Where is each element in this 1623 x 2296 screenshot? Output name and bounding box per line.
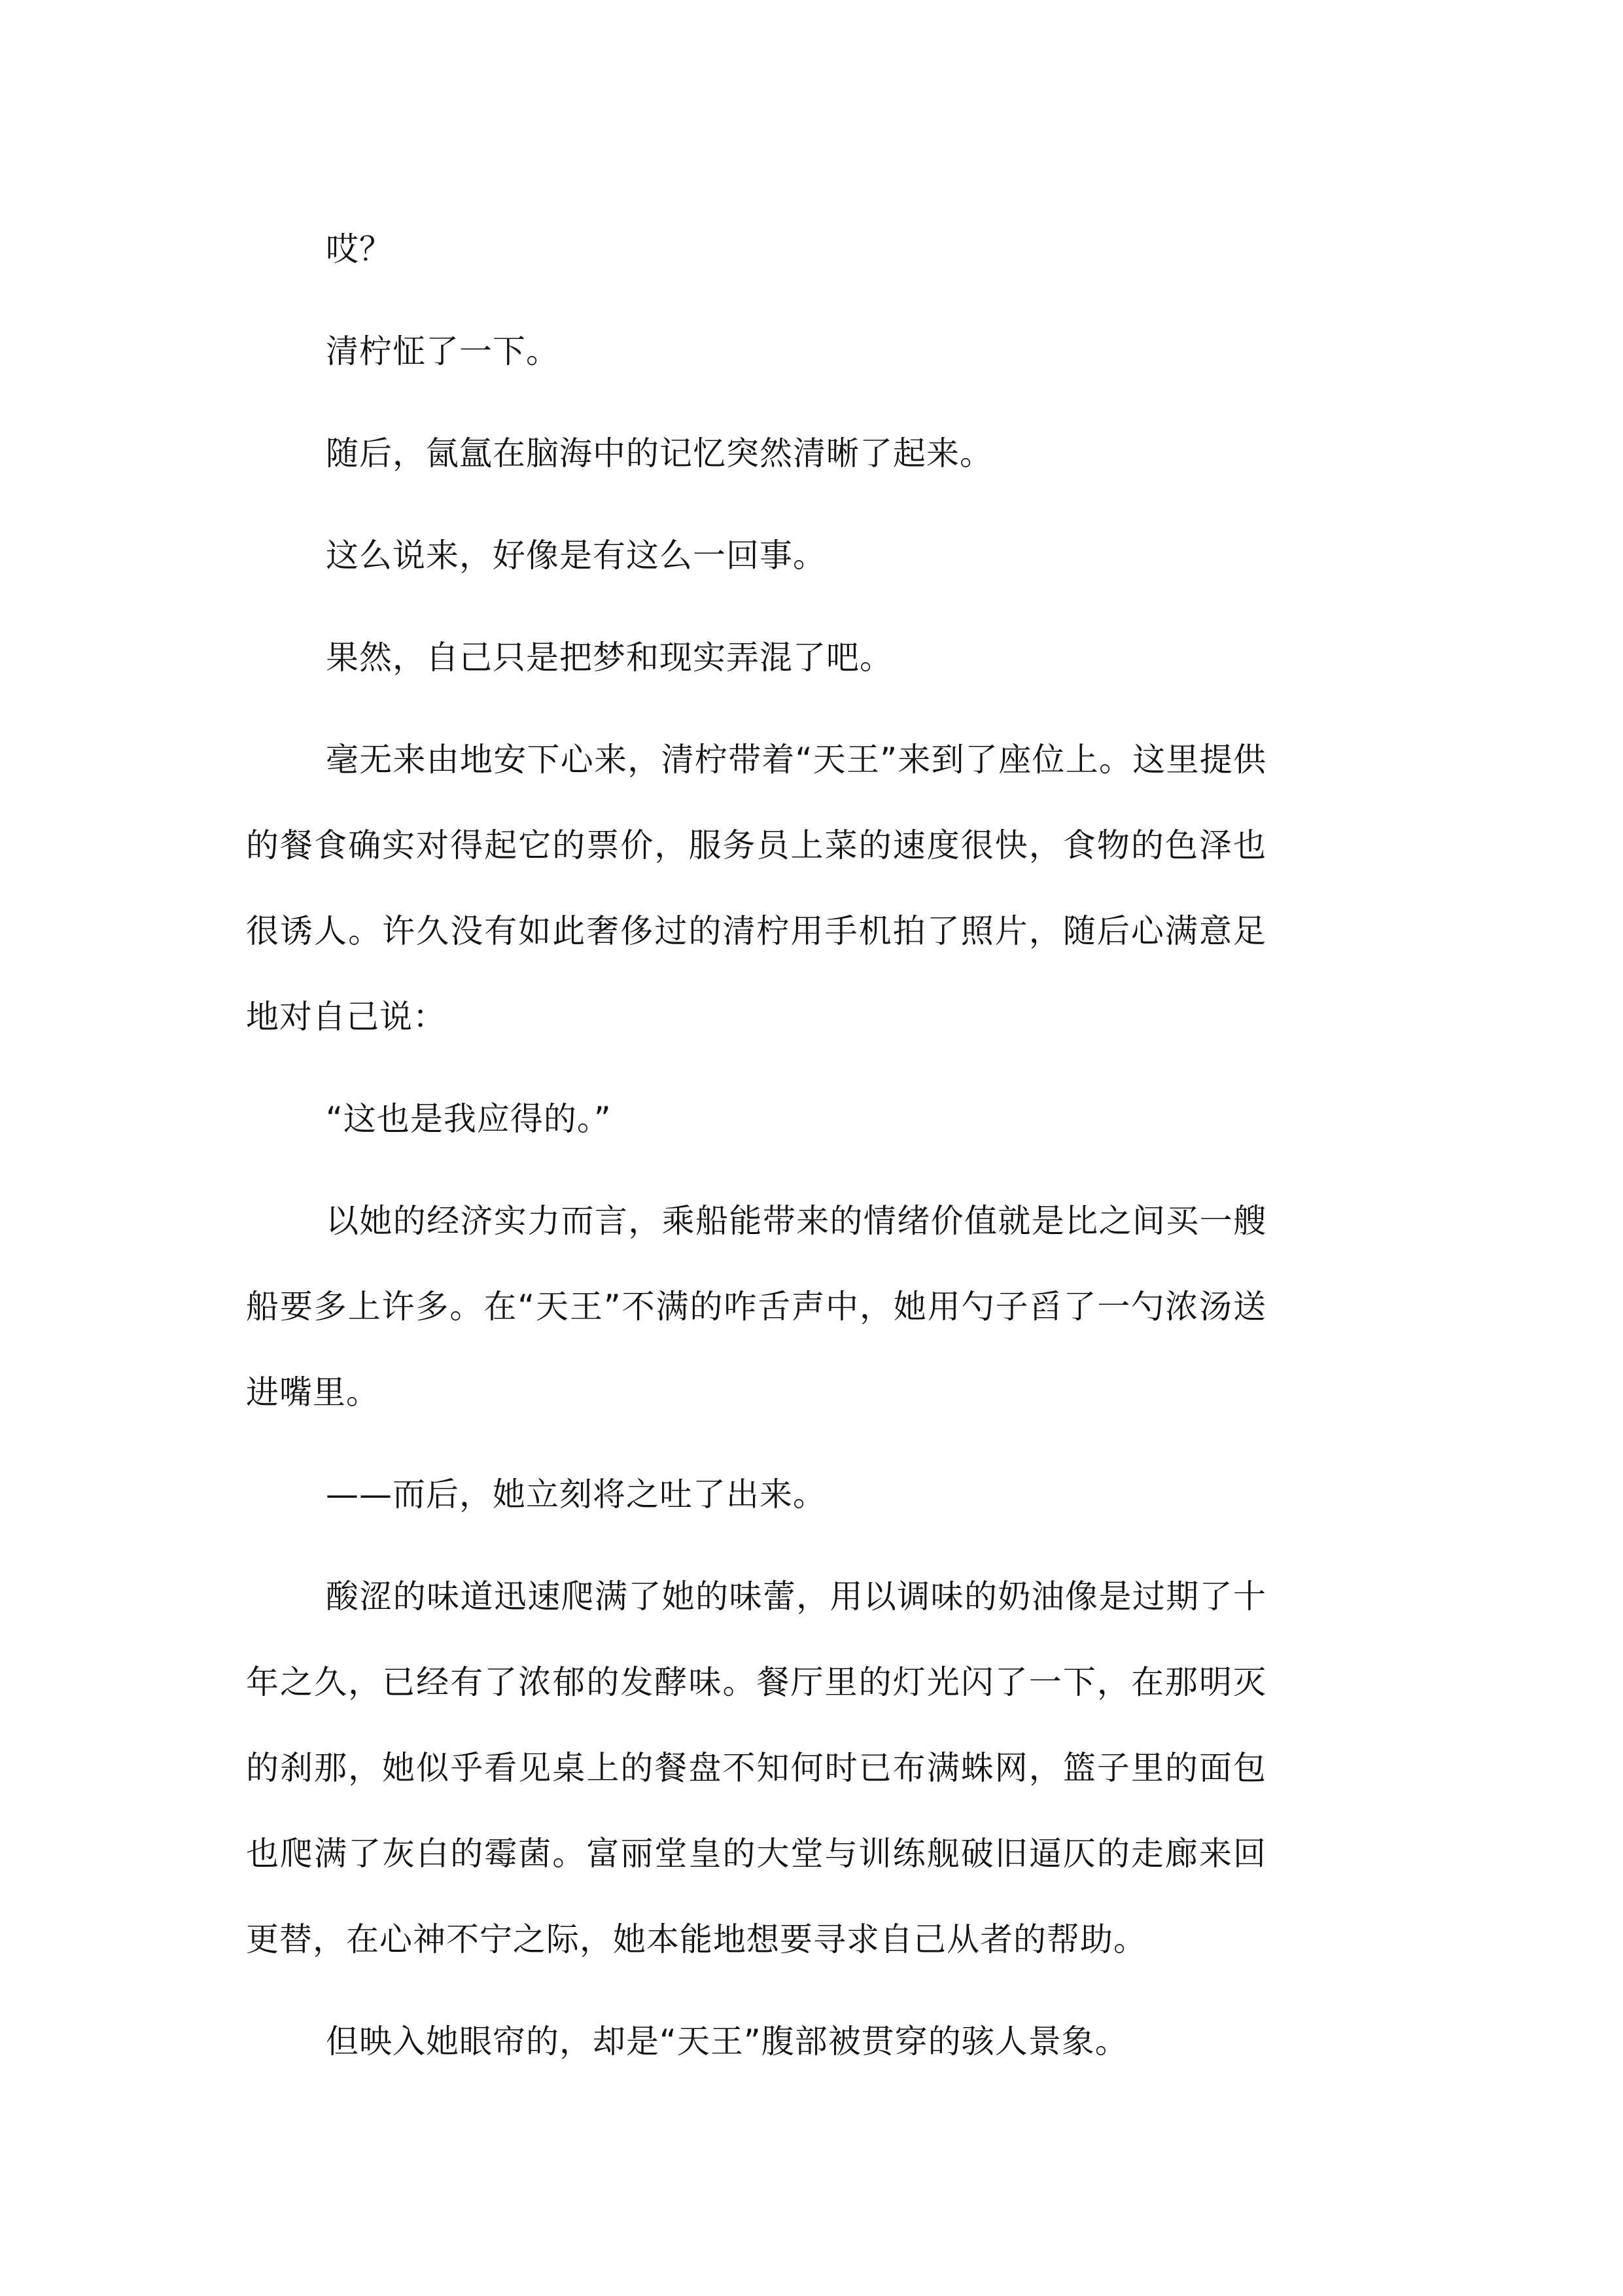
- paragraph: 但映入她眼帘的，却是“天王”腹部被贯穿的骇人景象。: [326, 2022, 1128, 2060]
- paragraph: “这也是我应得的。”: [326, 1100, 612, 1138]
- paragraph: 哎？: [326, 230, 393, 268]
- paragraph: 毫无来由地安下心来，清柠带着“天王”来到了座位上。这里提供的餐食确实对得起它的票价，服务员上菜的速度很快，食物的色泽也很诱人。许久没有如此奢侈过的清柠用手机拍了照片，随后心满意足地对自己说：: [246, 741, 1266, 1036]
- paragraph: 果然，自己只是把梦和现实弄混了吧。: [326, 639, 893, 677]
- paragraph: 以她的经济实力而言，乘船能带来的情绪价值就是比之间买一艘船要多上许多。在“天王”不满的咋舌声中，她用勺子舀了一勺浓汤送进嘴里。: [246, 1202, 1266, 1411]
- paragraph: ——而后，她立刻将之吐了出来。: [326, 1475, 826, 1513]
- paragraph: 清柠怔了一下。: [326, 332, 559, 370]
- paragraph: 酸涩的味道迅速爬满了她的味蕾，用以调味的奶油像是过期了十年之久，已经有了浓郁的发酵味。餐厅里的灯光闪了一下，在那明灭的刹那，她似乎看见桌上的餐盘不知何时已布满蛛网，篮子里的面包也爬满了灰白的霉菌。富丽堂皇的大堂与训练舰破旧逼仄的走廊来回更替，在心神不宁之际，她本能地想要寻求自己从者的帮助。: [246, 1578, 1266, 1958]
- paragraph: 这么说来，好像是有这么一回事。: [326, 537, 826, 574]
- document-body: [246, 207, 1266, 2101]
- paragraph: 随后，氤氲在脑海中的记忆突然清晰了起来。: [326, 434, 993, 472]
